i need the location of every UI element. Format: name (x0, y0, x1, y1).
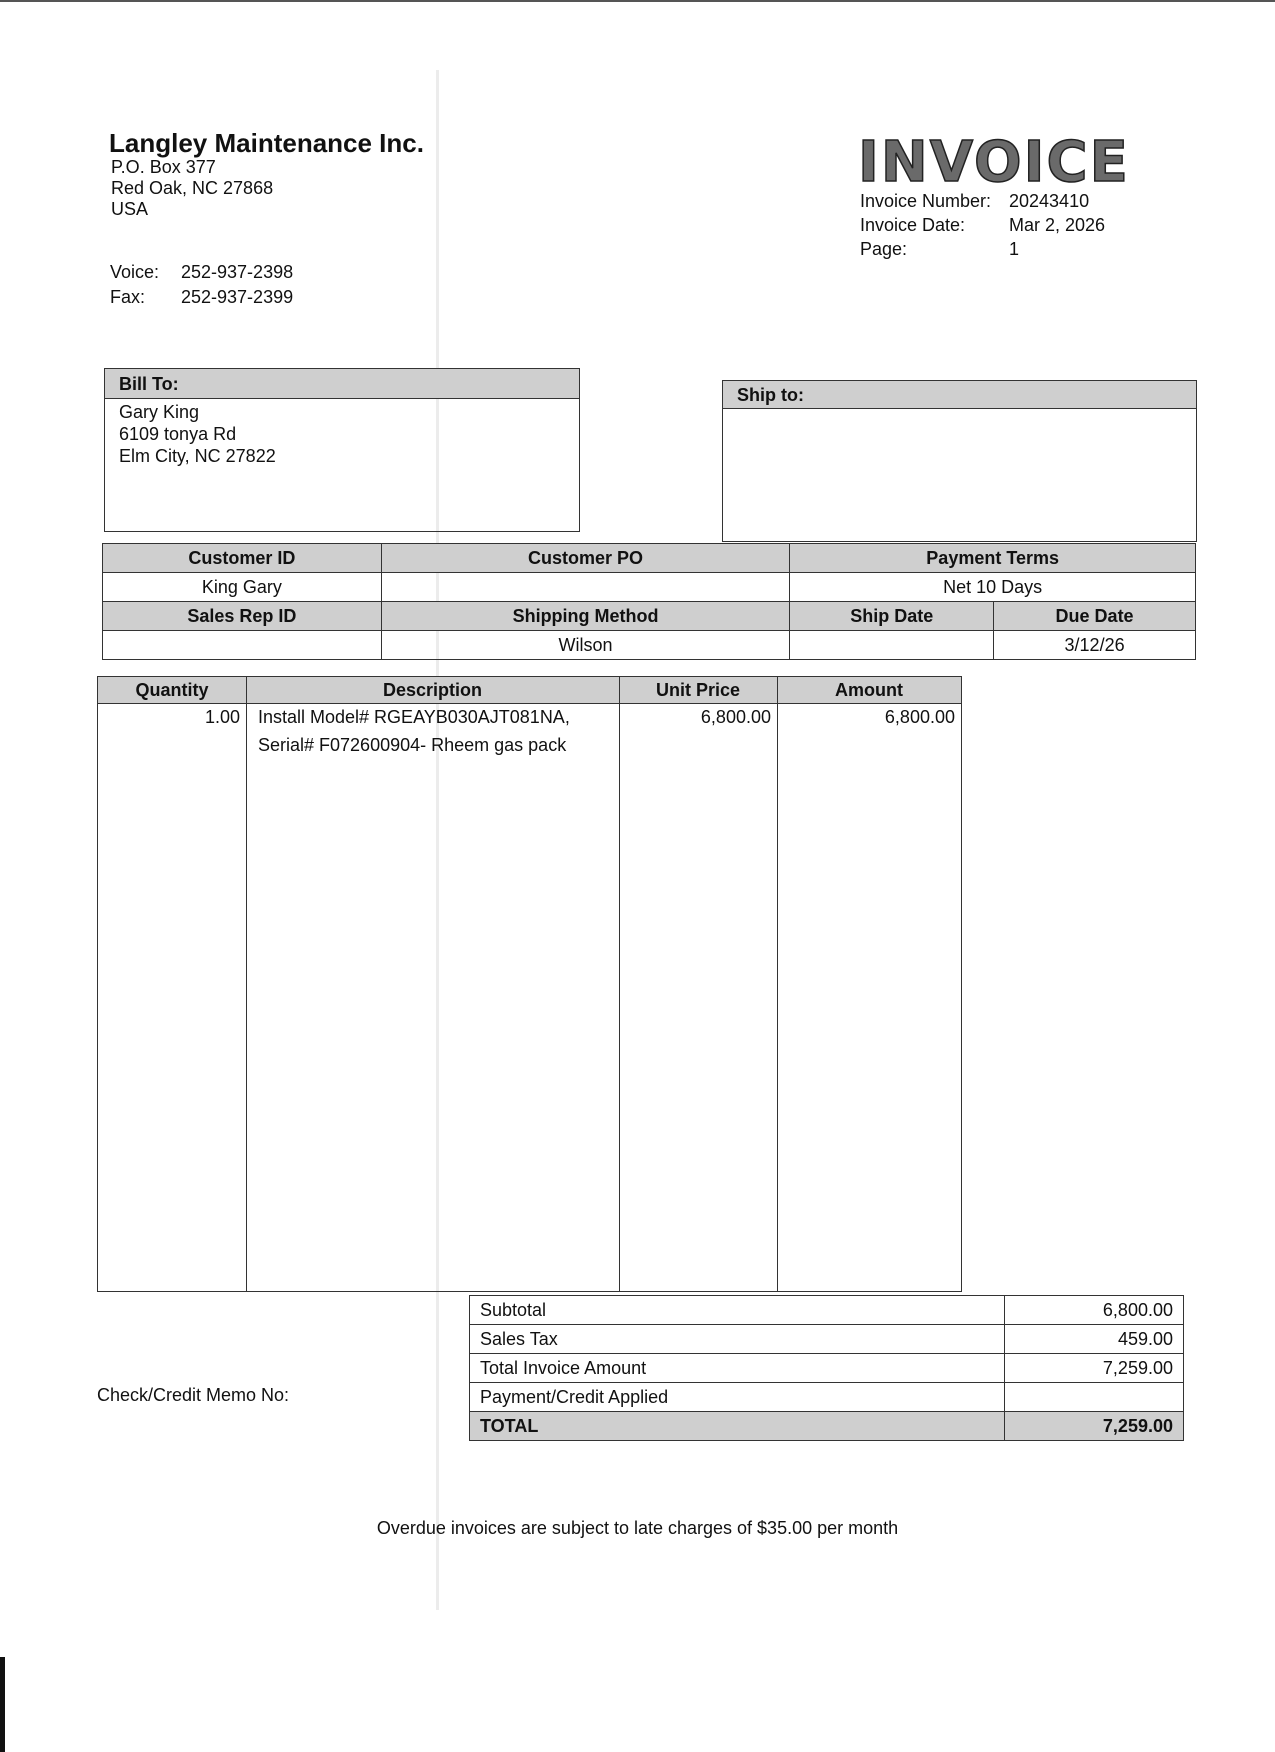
scan-left-edge (0, 1657, 5, 1752)
amount-header: Amount (835, 680, 903, 700)
scan-top-edge (0, 0, 1275, 2)
payment-terms-header: Payment Terms (790, 544, 1196, 573)
address-line: Red Oak, NC 27868 (111, 178, 274, 198)
item-unit-price: 6,800.00 (700, 707, 771, 727)
total-value: 7,259.00 (1005, 1412, 1184, 1441)
voice-label: Voice: (110, 262, 160, 282)
sales-tax-label: Sales Tax (470, 1325, 1005, 1354)
sales-rep-value (103, 631, 382, 660)
payment-terms-value: Net 10 Days (790, 573, 1196, 602)
company-address (111, 157, 273, 220)
quantity-column (98, 677, 247, 1291)
fax-number: 252-937-2399 (181, 287, 294, 307)
line-items-table (97, 676, 962, 1292)
payment-applied-label: Payment/Credit Applied (470, 1383, 1005, 1412)
company-contact (110, 260, 293, 310)
item-description-line: Serial# F072600904- Rheem gas pack (258, 735, 567, 755)
company-name: Langley Maintenance Inc. (109, 128, 424, 158)
quantity-header: Quantity (135, 680, 209, 700)
item-description-line: Install Model# RGEAYB030AJT081NA, (258, 707, 570, 727)
bill-to-line: Gary King (119, 402, 200, 422)
subtotal-label: Subtotal (470, 1296, 1005, 1325)
customer-id-value: King Gary (103, 573, 382, 602)
total-invoice-value: 7,259.00 (1005, 1354, 1184, 1383)
unit-price-column (619, 677, 778, 1291)
item-quantity: 1.00 (204, 707, 240, 727)
ship-to-box (722, 380, 1197, 542)
customer-po-header: Customer PO (381, 544, 790, 573)
customer-po-value (381, 573, 790, 602)
invoice-date-label: Invoice Date: (860, 215, 966, 235)
sales-rep-header: Sales Rep ID (103, 602, 382, 631)
shipping-method-header: Shipping Method (381, 602, 790, 631)
item-description (258, 703, 570, 759)
check-memo-label: Check/Credit Memo No: (97, 1385, 290, 1405)
payment-applied-value (1005, 1383, 1184, 1412)
invoice-meta (860, 189, 1105, 261)
ship-to-label: Ship to: (723, 381, 1196, 409)
ship-date-value (790, 631, 994, 660)
bill-to-box (104, 368, 580, 532)
invoice-title: INVOICE (858, 130, 1130, 195)
page-number: 1 (1009, 239, 1020, 259)
bill-to-line: 6109 tonya Rd (119, 424, 237, 444)
sales-tax-value: 459.00 (1005, 1325, 1184, 1354)
shipping-method-value: Wilson (381, 631, 790, 660)
total-invoice-label: Total Invoice Amount (470, 1354, 1005, 1383)
description-header: Description (382, 680, 483, 700)
voice-number: 252-937-2398 (181, 262, 294, 282)
info-table (102, 543, 1196, 660)
bill-to-line: Elm City, NC 27822 (119, 446, 276, 466)
subtotal-value: 6,800.00 (1005, 1296, 1184, 1325)
invoice-number: 20243410 (1009, 191, 1090, 211)
ship-date-header: Ship Date (790, 602, 994, 631)
description-column (246, 677, 620, 1291)
due-date-value: 3/12/26 (994, 631, 1196, 660)
bill-to-address (119, 401, 276, 467)
due-date-header: Due Date (994, 602, 1196, 631)
address-line: P.O. Box 377 (111, 157, 216, 177)
fax-label: Fax: (110, 287, 146, 307)
invoice-number-label: Invoice Number: (860, 191, 992, 211)
total-label: TOTAL (470, 1412, 1005, 1441)
address-line: USA (111, 199, 149, 219)
page-label: Page: (860, 239, 908, 259)
late-charge-note: Overdue invoices are subject to late charges of $35.00 per month (376, 1518, 899, 1538)
totals-table (469, 1295, 1184, 1441)
customer-id-header: Customer ID (103, 544, 382, 573)
bill-to-label: Bill To: (105, 369, 579, 399)
unit-price-header: Unit Price (655, 680, 741, 700)
item-amount: 6,800.00 (884, 707, 955, 727)
invoice-date: Mar 2, 2026 (1009, 215, 1106, 235)
